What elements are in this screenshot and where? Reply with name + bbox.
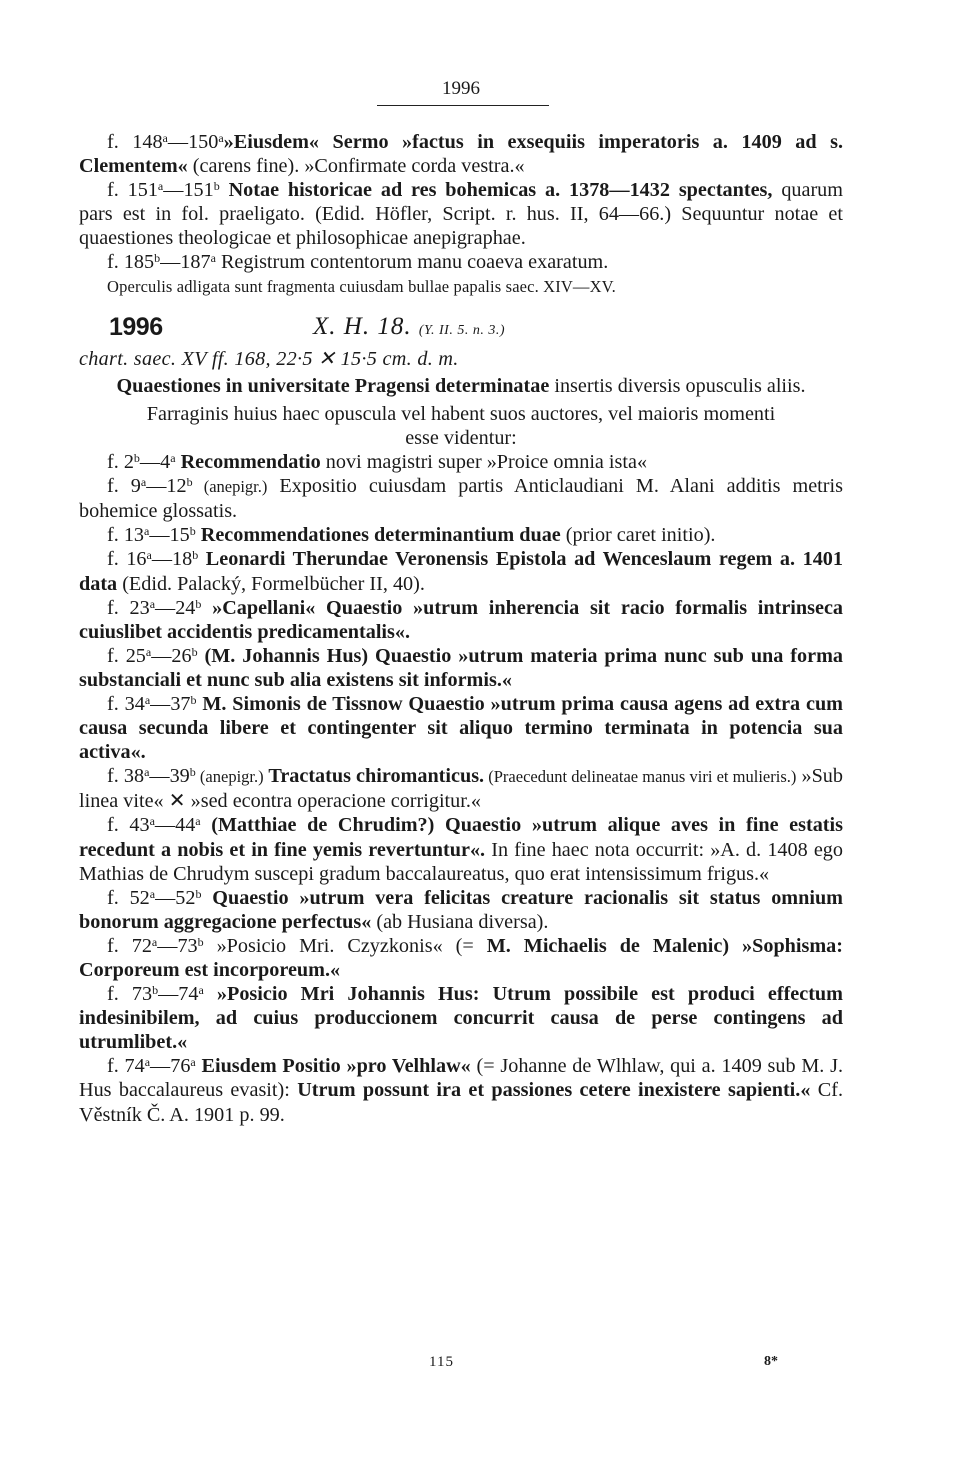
item-list bbox=[79, 450, 843, 1127]
item-entry: f. 38$^a$—39$^b$ (anepigr.) Tractatus chiromanticus. (Praecedunt delineatae manus viri et mulieris.) »Sub linea vite« ✕ »sed econtra operacione corrigitur.« bbox=[79, 765, 843, 813]
item-entry: f. 72$^a$—73$^b$ »Posicio Mri. Czyzkonis« (= M. Michaelis de Malenic) »Sophisma: Corporeum est incorporeum.« bbox=[79, 934, 843, 981]
head-rule bbox=[377, 105, 549, 106]
item-entry: f. 2$^b$—4$^a$ Recommendatio novi magistri super »Proice omnia ista« bbox=[107, 451, 648, 474]
entry-title: Quaestiones in universitate Pragensi determinatae insertis diversis opusculis aliis. bbox=[116, 374, 806, 397]
page-body bbox=[79, 130, 843, 1127]
item-entry: f. 25$^a$—26$^b$ (M. Johannis Hus) Quaestio »utrum materia prima nunc sub una forma substanciali et nunc sub alia existens sit informis.« bbox=[79, 644, 843, 691]
entry-intro: Farraginis huius haec opuscula vel habent suos auctores, vel maioris momenti esse videntur: bbox=[146, 402, 776, 449]
entry-alt-signature: (Y. II. 5. n. 3.) bbox=[418, 322, 505, 338]
item-entry: f. 74$^a$—76$^a$ Eiusdem Positio »pro Velhlaw« (= Johanne de Wlhlaw, qui a. 1409 sub M. J. Hus baccalaureus evasit): Utrum possunt ira et passiones cetere inexistere sapienti.« Cf. Věstník Č. A. 1901 p. 99. bbox=[79, 1055, 843, 1126]
item-entry: f. 43$^a$—44$^a$ (Matthiae de Chrudim?) Quaestio »utrum alique aves in fine estatis recedunt a nobis et in fine yemis revertuntur«. In fine haec nota occurrit: »A. d. 1408 ego Mathias de Chrudym suscepi gradum baccalaureatus, quo erat intensissimum frigus.« bbox=[79, 814, 843, 885]
item-entry: f. 16$^a$—18$^b$ Leonardi Therundae Veronensis Epistola ad Wenceslaum regem a. 1401 data (Edid. Palacký, Formelbücher II, 40). bbox=[79, 548, 843, 595]
item-entry: f. 13$^a$—15$^b$ Recommendationes determinantium duae (prior caret initio). bbox=[107, 524, 716, 547]
entry-signature: X. H. 18. (Y. II. 5. n. 3.) bbox=[313, 312, 505, 340]
item-entry: f. 73$^b$—74$^a$ »Posicio Mri Johannis Hus: Utrum possibile est produci effectum indesinibilem, ad cuius produccionem concurrit causa de perse contingens ad utrumlibet.« bbox=[79, 983, 843, 1054]
prev-entry-line-1: f. 148$^a$—150$^a$»Eiusdem« Sermo »factus in exsequiis imperatoris a. 1409 ad s. Clementem« (carens fine). »Confirmate corda vestra.« bbox=[79, 131, 843, 178]
entry-number: 1996 bbox=[109, 312, 163, 341]
item-entry: f. 34$^a$—37$^b$ M. Simonis de Tissnow Quaestio »utrum prima causa agens ad extra cum causa secunda libere et contingenter sit aliquo termino terminata in potencia sua activa«. bbox=[79, 692, 843, 764]
page-number: 115 bbox=[429, 1354, 454, 1370]
entry-heading bbox=[79, 313, 843, 347]
sheet-signature: 8* bbox=[764, 1354, 778, 1369]
item-entry: f. 9$^a$—12$^b$ (anepigr.) Expositio cuiusdam partis Anticlaudiani M. Alani additis metris bohemice glossatis. bbox=[79, 475, 843, 523]
prev-entry-line-2: f. 151$^a$—151$^b$ Notae historicae ad res bohemicas a. 1378—1432 spectantes, quarum pars est in fol. praeligato. (Edid. Höfler, Script. r. hus. II, 64—66.) Sequuntur notae et quaestiones theologicae et philosophicae anepigraphae. bbox=[79, 179, 843, 250]
item-entry: f. 52$^a$—52$^b$ Quaestio »utrum vera felicitas creature racionalis sit status omnium bonorum aggregacione perfectus« (ab Husiana diversa). bbox=[79, 886, 843, 933]
entry-physical-description: chart. saec. XV ff. 168, 22·5 ✕ 15·5 cm. d. m. bbox=[79, 347, 459, 370]
prev-entry-note: Operculis adligata sunt fragmenta cuiusdam bullae papalis saec. XIV—XV. bbox=[107, 276, 616, 296]
prev-entry-line-3: f. 185$^b$—187$^a$ Registrum contentorum manu coaeva exaratum. bbox=[107, 251, 609, 274]
running-head: 1996 bbox=[442, 78, 480, 99]
item-entry: f. 23$^a$—24$^b$ »Capellani« Quaestio »utrum inherencia sit racio formalis intrinseca cuiuslibet accidentis predicamentalis«. bbox=[79, 596, 843, 643]
